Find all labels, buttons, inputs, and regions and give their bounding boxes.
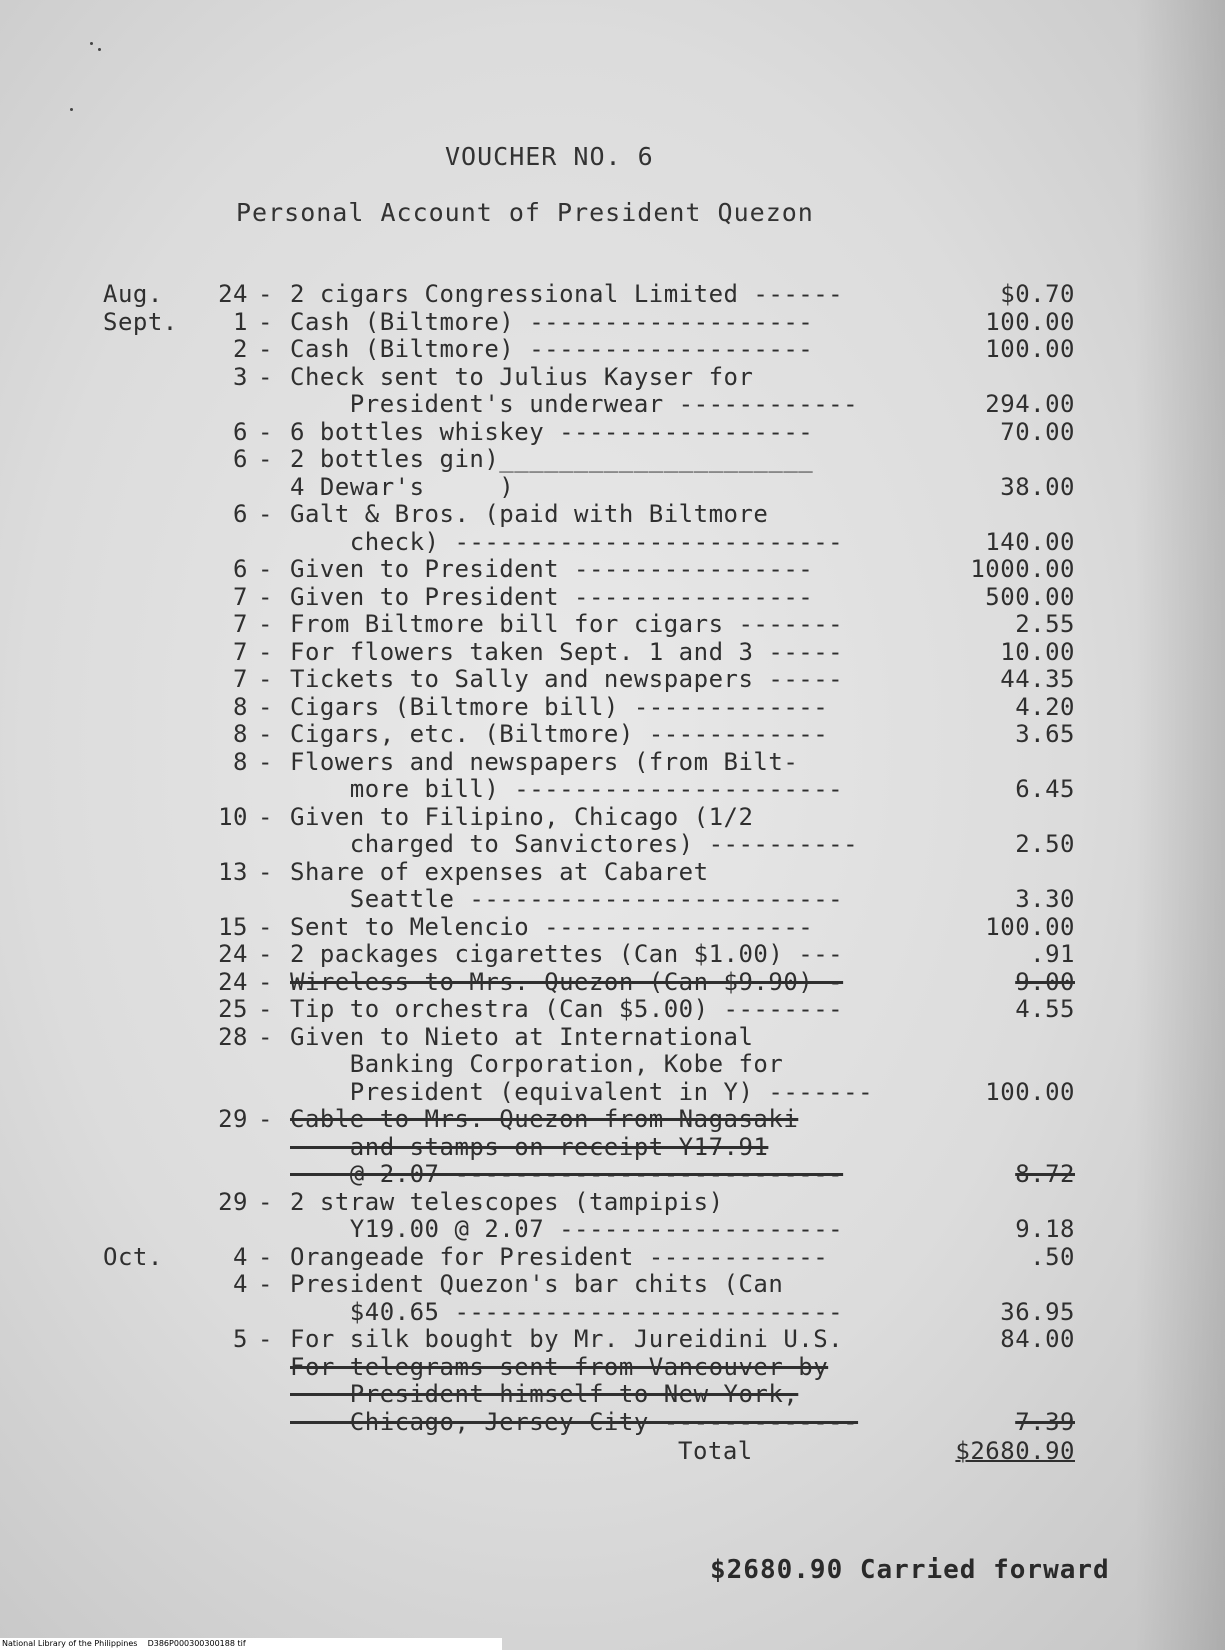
- entry-month: Aug.: [103, 280, 163, 308]
- entry-description: Cable to Mrs. Quezon from Nagasaki: [290, 1105, 799, 1133]
- entry-amount: 84.00: [1000, 1325, 1075, 1353]
- entry-day: 6: [233, 500, 248, 528]
- entry-amount: 4.20: [1015, 692, 1075, 721]
- entry-day: 7: [233, 582, 248, 611]
- entry-separator: -: [258, 912, 273, 941]
- scan-speck: [70, 108, 73, 111]
- entry-description: Share of expenses at Cabaret: [290, 857, 709, 886]
- entry-day: 24: [218, 967, 248, 996]
- entry-separator: -: [258, 582, 273, 611]
- entry-day: 15: [218, 912, 248, 941]
- entry-amount: .50: [1030, 1242, 1075, 1271]
- entry-description: 2 bottles gin)_____________________: [290, 445, 814, 473]
- entry-separator: -: [258, 335, 273, 363]
- entry-description: 6 bottles whiskey -----------------: [290, 417, 814, 446]
- entry-day: 13: [218, 857, 248, 886]
- entry-amount: 1000.00: [970, 555, 1075, 583]
- entry-description: Sent to Melencio ------------------: [290, 912, 814, 941]
- entry-amount: 70.00: [1000, 417, 1075, 446]
- entry-separator: -: [258, 1105, 273, 1133]
- entry-description: Given to President ----------------: [290, 555, 814, 583]
- entry-day: 24: [218, 940, 248, 968]
- entry-description: Check sent to Julius Kayser for: [290, 362, 754, 391]
- carried-forward: $2680.90 Carried forward: [710, 1555, 1110, 1585]
- total-row: [0, 1435, 1225, 1467]
- entry-description: For flowers taken Sept. 1 and 3 -----: [290, 637, 844, 666]
- entry-description: more bill) ----------------------: [290, 775, 844, 803]
- entry-separator: -: [258, 802, 273, 831]
- entry-amount: 4.55: [1015, 995, 1075, 1023]
- entry-amount: 8.72: [1015, 1160, 1075, 1188]
- entry-description: check) --------------------------: [290, 527, 844, 556]
- entry-amount: 7.39: [1015, 1407, 1075, 1436]
- entry-description: For silk bought by Mr. Jureidini U.S.: [290, 1325, 844, 1353]
- entry-description: Cash (Biltmore) -------------------: [290, 335, 814, 363]
- entry-day: 2: [233, 335, 248, 363]
- entry-separator: -: [258, 1187, 273, 1216]
- entry-amount: 9.00: [1015, 967, 1075, 996]
- entry-description: Cash (Biltmore) -------------------: [290, 307, 814, 336]
- entry-description: Given to President ----------------: [290, 582, 814, 611]
- entry-amount: 9.18: [1015, 1215, 1075, 1243]
- entry-description: President Quezon's bar chits (Can: [290, 1270, 784, 1298]
- entry-description: President (equivalent in Y) -------: [290, 1077, 874, 1106]
- entry-separator: -: [258, 857, 273, 886]
- entry-day: 29: [218, 1187, 248, 1216]
- entry-amount: 100.00: [985, 335, 1075, 363]
- entry-description: Tip to orchestra (Can $5.00) --------: [290, 995, 844, 1023]
- entry-day: 10: [218, 802, 248, 831]
- entry-amount: 100.00: [985, 1077, 1075, 1106]
- total-label: Total: [678, 1437, 753, 1465]
- entry-amount: 36.95: [1000, 1297, 1075, 1326]
- entry-separator: -: [258, 610, 273, 638]
- entry-day: 4: [233, 1270, 248, 1298]
- entry-day: 6: [233, 555, 248, 583]
- entry-separator: -: [258, 940, 273, 968]
- entry-separator: -: [258, 362, 273, 391]
- entry-separator: -: [258, 555, 273, 583]
- entry-day: 7: [233, 637, 248, 666]
- entry-description: Wireless to Mrs. Quezon (Can $9.90) -: [290, 967, 844, 996]
- entry-description: 2 straw telescopes (tampipis): [290, 1187, 724, 1216]
- entry-description: Seattle -------------------------: [290, 885, 844, 913]
- scan-speck: [90, 42, 93, 45]
- entry-description: 4 Dewar's ): [290, 472, 515, 501]
- entry-amount: 2.50: [1015, 830, 1075, 858]
- entry-separator: -: [258, 280, 273, 308]
- entry-day: 1: [233, 307, 248, 336]
- entry-day: 4: [233, 1242, 248, 1271]
- entry-day: 29: [218, 1105, 248, 1133]
- entry-day: 8: [233, 720, 248, 748]
- entry-separator: -: [258, 747, 273, 776]
- entry-separator: -: [258, 417, 273, 446]
- archive-footer: National Library of the Philippines D386P000300300188 tif: [0, 1638, 502, 1650]
- entry-day: 25: [218, 995, 248, 1023]
- entry-separator: -: [258, 445, 273, 473]
- entry-description: President's underwear ------------: [290, 390, 859, 418]
- entry-description: 2 packages cigarettes (Can $1.00) ---: [290, 940, 844, 968]
- entry-separator: -: [258, 967, 273, 996]
- entry-amount: 3.65: [1015, 720, 1075, 748]
- entry-separator: -: [258, 692, 273, 721]
- entry-description: Tickets to Sally and newspapers -----: [290, 665, 844, 693]
- entry-day: 28: [218, 1022, 248, 1051]
- entry-separator: -: [258, 637, 273, 666]
- entry-amount: 38.00: [1000, 472, 1075, 501]
- entry-amount: 2.55: [1015, 610, 1075, 638]
- entry-amount: 10.00: [1000, 637, 1075, 666]
- entry-month: Sept.: [103, 307, 178, 336]
- entry-description: Cigars, etc. (Biltmore) ------------: [290, 720, 829, 748]
- entry-day: 6: [233, 445, 248, 473]
- entry-amount: 140.00: [985, 527, 1075, 556]
- entry-description: President himself to New York,: [290, 1380, 799, 1408]
- entry-separator: -: [258, 307, 273, 336]
- entry-description: For telegrams sent from Vancouver by: [290, 1352, 829, 1381]
- entry-description: From Biltmore bill for cigars -------: [290, 610, 844, 638]
- entry-day: 7: [233, 610, 248, 638]
- entry-description: 2 cigars Congressional Limited ------: [290, 280, 844, 308]
- entry-day: 7: [233, 665, 248, 693]
- entry-description: Banking Corporation, Kobe for: [290, 1050, 784, 1078]
- entry-amount: 100.00: [985, 307, 1075, 336]
- entry-separator: -: [258, 995, 273, 1023]
- entry-amount: 294.00: [985, 390, 1075, 418]
- entry-day: 8: [233, 692, 248, 721]
- entry-day: 8: [233, 747, 248, 776]
- entry-separator: -: [258, 1270, 273, 1298]
- entry-amount: 44.35: [1000, 665, 1075, 693]
- entry-amount: 100.00: [985, 912, 1075, 941]
- entry-amount: 3.30: [1015, 885, 1075, 913]
- voucher-title: VOUCHER NO. 6: [445, 142, 654, 171]
- ledger-line: [0, 1406, 1225, 1438]
- entry-description: charged to Sanvictores) ----------: [290, 830, 859, 858]
- entry-description: Flowers and newspapers (from Bilt-: [290, 747, 799, 776]
- entry-day: 5: [233, 1325, 248, 1353]
- entry-amount: .91: [1030, 940, 1075, 968]
- entry-description: Cigars (Biltmore bill) -------------: [290, 692, 829, 721]
- entry-amount: 6.45: [1015, 775, 1075, 803]
- entry-day: 24: [218, 280, 248, 308]
- entry-separator: -: [258, 500, 273, 528]
- entry-amount: $0.70: [1000, 280, 1075, 308]
- entry-separator: -: [258, 665, 273, 693]
- entry-separator: -: [258, 1325, 273, 1353]
- entry-day: 3: [233, 362, 248, 391]
- entry-description: Chicago, Jersey City -------------: [290, 1407, 859, 1436]
- entry-description: Y19.00 @ 2.07 -------------------: [290, 1215, 844, 1243]
- total-amount: $2680.90: [955, 1437, 1075, 1465]
- scan-speck: [98, 48, 101, 51]
- entry-description: @ 2.07 --------------------------: [290, 1160, 844, 1188]
- entry-amount: 500.00: [985, 582, 1075, 611]
- entry-separator: -: [258, 720, 273, 748]
- entry-description: Galt & Bros. (paid with Biltmore: [290, 500, 769, 528]
- entry-day: 6: [233, 417, 248, 446]
- voucher-subtitle: Personal Account of President Quezon: [236, 198, 814, 227]
- entry-description: Orangeade for President ------------: [290, 1242, 829, 1271]
- entry-description: $40.65 --------------------------: [290, 1297, 844, 1326]
- entry-description: and stamps on receipt Y17.91: [290, 1132, 769, 1161]
- entry-description: Given to Filipino, Chicago (1/2: [290, 802, 754, 831]
- entry-separator: -: [258, 1242, 273, 1271]
- entry-month: Oct.: [103, 1242, 163, 1271]
- entry-description: Given to Nieto at International: [290, 1022, 754, 1051]
- entry-separator: -: [258, 1022, 273, 1051]
